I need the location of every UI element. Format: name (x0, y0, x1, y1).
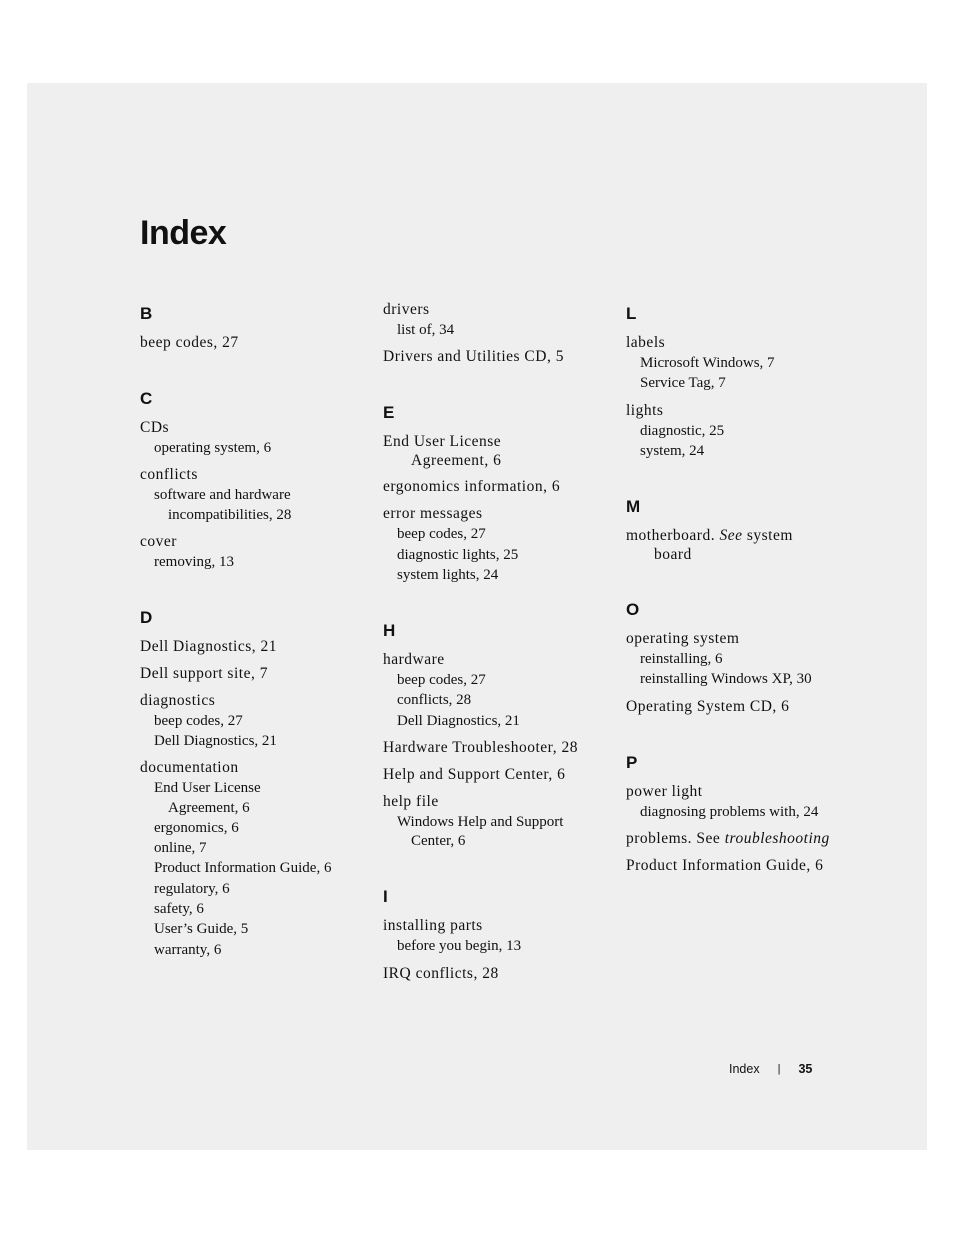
sub-entry: system lights, 24 (397, 566, 499, 583)
entry-text-part: system (742, 527, 793, 545)
index-entry (626, 401, 858, 462)
entry-text: cover (140, 532, 177, 550)
index-entry (626, 856, 858, 876)
section-letter: O (626, 600, 640, 620)
index-entry (140, 532, 372, 572)
section-d (140, 608, 372, 960)
entry-continuation: board (654, 546, 692, 564)
sub-entry: conflicts, 28 (397, 692, 472, 709)
entry-text: Drivers and Utilities CD, 5 (383, 348, 564, 366)
sub-entry: Dell Diagnostics, 21 (154, 733, 277, 750)
section-letter: E (383, 403, 395, 423)
entry-text: IRQ conflicts, 28 (383, 964, 499, 982)
section-letter: M (626, 497, 641, 517)
page-number: 35 (798, 1062, 813, 1076)
index-entry (383, 765, 615, 785)
section-m (626, 497, 858, 564)
entry-text: Dell support site, 7 (140, 664, 268, 682)
sub-entry: diagnostic, 25 (640, 422, 725, 439)
entry-text: error messages (383, 505, 483, 523)
entry-text: help file (383, 793, 439, 811)
index-entry (140, 333, 372, 353)
sub-entry: regulatory, 6 (154, 880, 230, 897)
sub-entry: beep codes, 27 (154, 712, 243, 729)
entry-text: Operating System CD, 6 (626, 697, 790, 715)
sub-entry: Windows Help and Support (397, 814, 564, 831)
index-entry (140, 418, 372, 458)
entry-text: Hardware Troubleshooter, 28 (383, 739, 578, 757)
section-letter: B (140, 304, 153, 323)
sub-entry-continuation: Agreement, 6 (168, 799, 250, 816)
section-d-continued (383, 300, 615, 367)
index-column-2 (383, 300, 615, 1020)
sub-entry: Product Information Guide, 6 (154, 860, 332, 877)
sub-entry: ergonomics, 6 (154, 819, 239, 836)
sub-entry: Service Tag, 7 (640, 375, 726, 392)
sub-entry: Microsoft Windows, 7 (640, 355, 775, 371)
entry-text-part: motherboard. (626, 527, 720, 545)
entry-text: beep codes, 27 (140, 334, 239, 351)
index-entry (383, 792, 615, 851)
entry-text: End User License (383, 433, 502, 451)
sub-entry: safety, 6 (154, 900, 204, 917)
index-entry (626, 697, 858, 717)
index-column-3 (626, 300, 858, 912)
sub-entry: removing, 13 (154, 553, 234, 570)
index-entry (383, 650, 615, 731)
index-entry (383, 432, 615, 470)
section-letter: C (140, 389, 153, 408)
entry-text (626, 829, 858, 849)
index-entry (383, 477, 615, 497)
section-letter: I (383, 887, 388, 907)
entry-text: drivers (383, 301, 430, 318)
entry-text: hardware (383, 651, 445, 669)
entry-text: Help and Support Center, 6 (383, 766, 566, 784)
section-letter: L (626, 304, 637, 323)
index-entry (383, 916, 615, 956)
sub-entry: operating system, 6 (154, 440, 272, 456)
entry-text: power light (626, 782, 703, 800)
sub-entry: beep codes, 27 (397, 672, 486, 689)
section-o (626, 600, 858, 717)
entry-text: ergonomics information, 6 (383, 478, 561, 496)
entry-text: operating system (626, 630, 740, 648)
footer-separator: | (777, 1063, 781, 1075)
entry-text: diagnostics (140, 691, 216, 709)
page-footer (729, 1062, 812, 1076)
sub-entry: User’s Guide, 5 (154, 921, 249, 938)
sub-entry-continuation: Center, 6 (411, 833, 466, 850)
index-entry (140, 637, 372, 657)
entry-text: labels (626, 334, 666, 351)
sub-entry: beep codes, 27 (397, 526, 486, 543)
page-title: Index (140, 214, 227, 252)
section-l (626, 304, 858, 461)
section-i (383, 887, 615, 983)
entry-text: conflicts (140, 466, 198, 484)
section-letter: P (626, 752, 638, 772)
sub-entry: reinstalling Windows XP, 30 (640, 671, 812, 688)
index-entry (140, 664, 372, 684)
index-entry (626, 829, 858, 849)
footer-label: Index (729, 1062, 760, 1076)
sub-entry: list of, 34 (397, 322, 455, 338)
entry-text: Product Information Guide, 6 (626, 857, 824, 875)
sub-entry: before you begin, 13 (397, 938, 522, 955)
section-c (140, 389, 372, 572)
section-b (140, 304, 372, 353)
index-entry (140, 465, 372, 524)
section-h (383, 621, 615, 851)
sub-entry: diagnostic lights, 25 (397, 546, 519, 563)
index-column-1 (140, 300, 372, 996)
index-entry (383, 504, 615, 585)
index-entry (383, 964, 615, 984)
index-entry (626, 333, 858, 394)
entry-text-part: problems. See (626, 830, 725, 848)
sub-entry: software and hardware (154, 487, 291, 504)
index-entry (383, 347, 615, 367)
index-entry (626, 782, 858, 822)
entry-continuation: Agreement, 6 (411, 452, 502, 470)
sub-entry: system, 24 (640, 442, 705, 459)
section-p (626, 753, 858, 876)
section-letter: H (383, 621, 396, 641)
sub-entry: End User License (154, 780, 261, 797)
index-entry (140, 758, 372, 959)
index-entry (626, 629, 858, 690)
see-reference: troubleshooting (724, 830, 830, 848)
see-reference: See (719, 527, 743, 545)
sub-entry: online, 7 (154, 840, 207, 857)
sub-entry: diagnosing problems with, 24 (640, 803, 819, 820)
entry-text: documentation (140, 759, 239, 777)
section-letter: D (140, 607, 153, 627)
entry-text: Dell Diagnostics, 21 (140, 637, 277, 655)
entry-text: lights (626, 401, 664, 419)
entry-text: installing parts (383, 917, 483, 935)
sub-entry: Dell Diagnostics, 21 (397, 712, 520, 729)
index-entry (383, 738, 615, 758)
sub-entry-continuation: incompatibilities, 28 (168, 506, 292, 523)
entry-text (626, 526, 858, 546)
section-e (383, 403, 615, 585)
index-entry (140, 691, 372, 752)
entry-text: CDs (140, 419, 170, 436)
index-entry (383, 300, 615, 340)
index-entry (626, 526, 858, 564)
sub-entry: reinstalling, 6 (640, 651, 723, 668)
sub-entry: warranty, 6 (154, 941, 222, 958)
